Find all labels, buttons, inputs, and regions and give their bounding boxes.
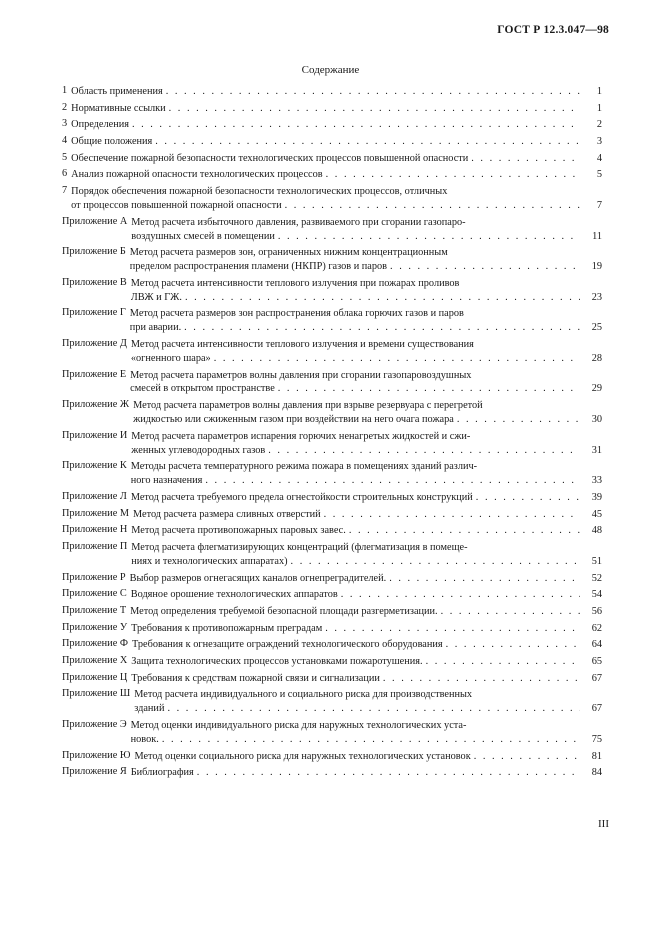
toc-entry-label: Приложение И [62,429,128,441]
dot-leader [346,524,580,538]
toc-entry-page: 65 [591,655,602,667]
toc-entry-title: при аварии. [129,322,182,334]
toc-entry-page: 67 [591,672,602,684]
toc-entry-label: 2 [62,101,68,113]
toc-entry[interactable] [62,719,602,747]
dot-leader [321,508,580,522]
toc-entry[interactable] [62,216,602,244]
toc-entry-title: Метод расчета индивидуального и социального риска для производственных [134,689,473,701]
toc-entry[interactable] [62,85,602,99]
toc-entry-title: Выбор размеров огнегасящих каналов огнепреградителей. [129,572,387,584]
toc-entry-label: Приложение Д [62,338,127,350]
dot-leader [387,260,580,274]
toc-entry-page: 3 [596,136,602,148]
toc-entry-title: Метод оценки индивидуального риска для наружных технологических уста- [130,719,467,731]
dot-leader [194,766,580,780]
toc-entry[interactable] [62,185,602,213]
toc-entry-title: Обеспечение пожарной безопасности технологических процессов повышенной опасности [71,152,469,164]
toc-entry[interactable] [62,135,602,149]
toc-entry[interactable] [62,524,602,538]
toc-entry-title: ниях и технологических аппаратах) [131,555,288,567]
toc-entry-page: 25 [591,322,602,334]
toc-entry-label: Приложение Н [62,524,128,536]
toc-entry-label: Приложение А [62,215,128,227]
toc-entry[interactable] [62,277,602,305]
page-number: III [598,818,609,830]
toc-entry-page: 31 [591,444,602,456]
toc-entry-page: 52 [591,572,602,584]
toc-entry[interactable] [62,688,602,716]
toc-entry-page: 84 [591,767,602,779]
toc-entry-label: Приложение К [62,460,127,472]
toc-entry-title: Методы расчета температурного режима пожара в помещениях зданий различ- [130,461,478,473]
dot-leader [443,638,580,652]
toc-entry-title: Общие положения [71,136,153,148]
toc-entry-page: 54 [591,589,602,601]
toc-entry-label: 5 [62,151,68,163]
toc-entry-label: Приложение Е [62,368,127,380]
toc-entry-label: Приложение Ж [62,399,130,411]
toc-entry-title: женных углеводородных газов [131,444,266,456]
toc-entry-title: Метод расчета интенсивности теплового излучения при пожарах проливов [130,277,460,289]
toc-entry-page: 62 [591,622,602,634]
toc-entry-page: 51 [591,555,602,567]
toc-entry-label: 3 [62,118,68,130]
dot-leader [471,750,580,764]
dot-leader [182,291,580,305]
toc-entry-title: Метод расчета флегматизирующих концентраций (флегматизация в помеще- [131,541,468,553]
toc-entry[interactable] [62,246,602,274]
toc-entry[interactable] [62,766,602,780]
toc-entry-title: Метод расчета противопожарных паровых завес. [131,525,346,537]
toc-entry-label: Приложение С [62,588,127,600]
toc-entry-label: Приложение Л [62,490,127,502]
toc-entry-page: 23 [591,291,602,303]
toc-entry-page: 29 [591,383,602,395]
toc-entry-title: Водяное орошение технологических аппаратов [130,589,338,601]
toc-entry[interactable] [62,152,602,166]
toc-entry-title: Порядок обеспечения пожарной безопасности технологических процессов, отличных [71,186,448,198]
toc-entry-title: Метод расчета избыточного давления, развиваемого при сгорании газопаро- [131,216,466,228]
toc-entry[interactable] [62,622,602,636]
dot-leader [423,655,580,669]
dot-leader [473,491,580,505]
toc-entry-page: 45 [591,508,602,520]
dot-leader [323,168,580,182]
toc-entry[interactable] [62,638,602,652]
dot-leader [211,352,580,366]
toc-entry-label: Приложение Р [62,571,126,583]
toc-title: Содержание [301,64,360,76]
dot-leader [163,85,580,99]
toc-entry-page: 5 [596,169,602,181]
dot-leader [322,622,580,636]
toc-entry-title: «огненного шара» [130,352,211,364]
toc-entry[interactable] [62,430,602,458]
toc-entry-page: 1 [596,102,602,114]
toc-entry-page: 4 [596,152,602,164]
toc-entry-title: Метод определения требуемой безопасной площади разгерметизации. [130,605,438,617]
dot-leader [129,118,580,132]
toc-entry-label: Приложение Ш [62,688,131,700]
dot-leader [438,605,580,619]
toc-entry-label: 1 [62,85,68,96]
toc-entry-title: смесей в открытом пространстве [130,383,275,395]
toc-entry[interactable] [62,307,602,335]
toc-entry-title: Метод расчета требуемого предела огнестойкости строительных конструкций [130,491,473,503]
toc-entry-page: 11 [592,230,602,242]
toc-entry-title: ЛВЖ и ГЖ. [130,291,182,303]
toc-entry-title: Нормативные ссылки [71,102,166,114]
toc-entry-title: Метод расчета параметров волны давления при сгорании газопаровоздушных [130,369,472,381]
toc-entry-title: Метод расчета размеров зон, ограниченных нижним концентрационным [129,247,448,259]
toc-entry[interactable] [62,338,602,366]
toc-entry-label: Приложение Ц [62,671,128,683]
dot-leader [202,474,580,488]
toc-entry[interactable] [62,508,602,522]
dot-leader [275,382,580,396]
dot-leader [468,152,580,166]
toc-entry[interactable] [62,168,602,182]
dot-leader [164,702,580,716]
toc-entry-label: Приложение Х [62,654,128,666]
toc-entry-title: Библиография [130,767,194,779]
toc-entry-label: Приложение М [62,507,129,519]
dot-leader [159,733,580,747]
toc-entry[interactable] [62,541,602,569]
toc-entry-title: Требования к противопожарным преградам [131,622,323,634]
toc-entry-page: 19 [591,261,602,273]
dot-leader [166,102,580,116]
toc-entry[interactable] [62,655,602,669]
toc-entry[interactable] [62,460,602,488]
toc-entry-label: Приложение Т [62,604,127,616]
toc-entry[interactable] [62,750,602,764]
toc-entry[interactable] [62,118,602,132]
toc-entry-page: 39 [591,491,602,503]
toc-entry-title: Метод расчета параметров волны давления при взрыве резервуара с перегретой [133,400,483,412]
toc-entry-label: 6 [62,168,68,180]
toc-entry[interactable] [62,672,602,686]
dot-leader [338,588,580,602]
toc-entry-page: 2 [596,119,602,131]
dot-leader [288,555,580,569]
dot-leader [265,444,580,458]
toc-entry-page: 30 [591,414,602,426]
toc-entry-page: 75 [591,733,602,745]
dot-leader [275,230,580,244]
toc-entry-label: Приложение Ю [62,749,131,761]
toc-entry-label: Приложение У [62,621,128,633]
toc-entry[interactable] [62,369,602,397]
dot-leader [380,672,580,686]
toc-entry[interactable] [62,102,602,116]
dot-leader [386,572,580,586]
toc-entry[interactable] [62,588,602,602]
dot-leader [152,135,580,149]
toc-entry-label: Приложение Г [62,307,126,319]
toc-entry-title: ного назначения [130,475,203,487]
dot-leader [454,413,580,427]
toc-entry-title: жидкостью или сжиженным газом при воздействии на него очага пожара [133,414,454,426]
toc-entry[interactable] [62,399,602,427]
toc-entry-label: 7 [62,185,68,197]
toc-entry-title: Требования к огнезащите ограждений технологического оборудования [131,639,443,651]
toc-entry-page: 7 [596,200,602,212]
document-header: ГОСТ Р 12.3.047—98 [497,24,609,36]
toc-entry-title: Область применения [71,86,163,97]
toc-entry-label: Приложение В [62,276,127,288]
dot-leader [282,199,580,213]
toc-entry-page: 64 [591,639,602,651]
toc-entry-title: Определения [71,119,129,131]
toc-entry-title: новок. [130,733,159,745]
toc-entry-page: 33 [591,475,602,487]
toc-entry-title: Метод оценки социального риска для наружных технологических установок [134,750,471,762]
toc-entry-label: 4 [62,135,68,147]
toc-entry[interactable] [62,605,602,619]
toc-entry-label: Приложение Ф [62,638,128,650]
toc-entry-title: Метод расчета интенсивности теплового излучения и времени существования [130,339,474,351]
toc-entry-label: Приложение Я [62,766,127,778]
toc-entry-page: 1 [596,86,602,97]
toc-entry-title: зданий [134,703,165,715]
toc-entry-page: 67 [591,703,602,715]
toc-entry-page: 48 [591,525,602,537]
toc-entry-title: воздушных смесей в помещении [131,230,275,242]
toc-entry-title: Метод расчета размера сливных отверстий [133,508,321,520]
toc-entry-title: от процессов повышенной пожарной опасности [71,200,282,212]
toc-entry-title: Требования к средствам пожарной связи и сигнализации [131,672,380,684]
toc-entry-label: Приложение П [62,540,128,552]
dot-leader [181,321,580,335]
toc-entry[interactable] [62,491,602,505]
toc-entry-title: Метод расчета размеров зон распространения облака горючих газов и паров [129,308,464,320]
toc-entry-label: Приложение Б [62,246,126,258]
toc-entry-page: 56 [591,605,602,617]
toc-entry-page: 81 [591,750,602,762]
toc-entry-title: Анализ пожарной опасности технологических процессов [71,169,323,181]
toc-entry-title: пределом распространения пламени (НКПР) газов и паров [129,261,388,273]
table-of-contents [62,85,602,783]
toc-entry-title: Метод расчета параметров испарения горючих ненагретых жидкостей и сжи- [131,430,471,442]
toc-entry-page: 28 [591,352,602,364]
toc-entry-title: Защита технологических процессов установками пожаротушения. [131,655,423,667]
toc-entry[interactable] [62,572,602,586]
toc-entry-label: Приложение Э [62,718,127,730]
